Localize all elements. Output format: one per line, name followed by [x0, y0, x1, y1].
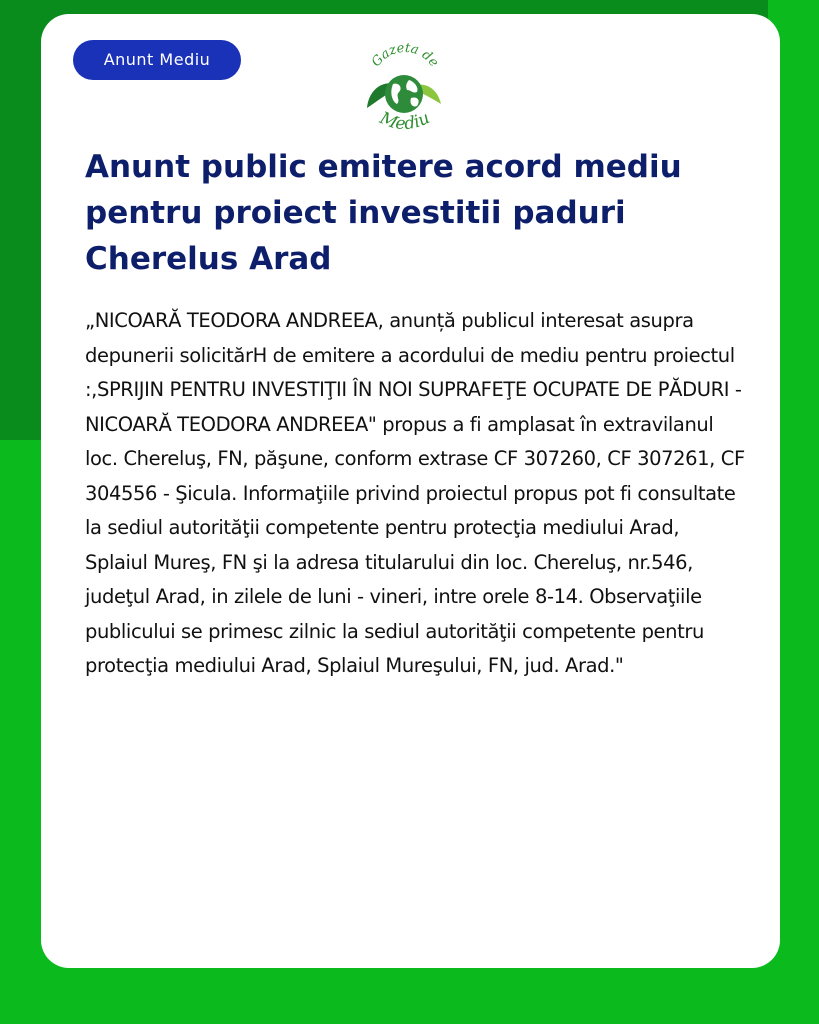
- article-title: Anunt public emitere acord mediu pentru proiect investitii paduri Cherelus Arad: [85, 149, 682, 277]
- logo-top-text: Gazeta de: [368, 42, 442, 70]
- globe-icon: [385, 75, 423, 113]
- logo-bottom-text: Mediu: [376, 107, 434, 134]
- article-body: „NICOARĂ TEODORA ANDREEA, anunță publicul interesat asupra depunerii solicitărH de emitere a acordului de mediu pentru proiectul :,SPRIJIN PENTRU INVESTIŢII ÎN NOI SUPRAFEŢE OCUPATE DE PĂDURI - NICOARĂ TEODORA ANDREEA" propus a fi amplasat în extravilanul loc. Chereluş, FN, păşune, conform extrase CF 307260, CF 307261, CF 304556 - Şicula. Informaţiile privind proiectul propus pot fi consultate la sediul autorităţii competente pentru protecţia mediului Arad, Splaiul Mureş, FN şi la adresa titularului din loc. Chereluş, nr.546, judeţul Arad, in zilele de luni - vineri, intre orele 8-14. Observaţiile publicului se primesc zilnic la sediul autorităţii competente pentru protecţia mediului Arad, Splaiul Mureşului, FN, jud. Arad.": [85, 309, 745, 677]
- svg-text:Gazeta de: [369, 42, 442, 70]
- category-badge[interactable]: Anunt Mediu: [73, 40, 241, 80]
- gazeta-de-mediu-logo: [359, 42, 449, 134]
- announcement-card: [41, 14, 780, 968]
